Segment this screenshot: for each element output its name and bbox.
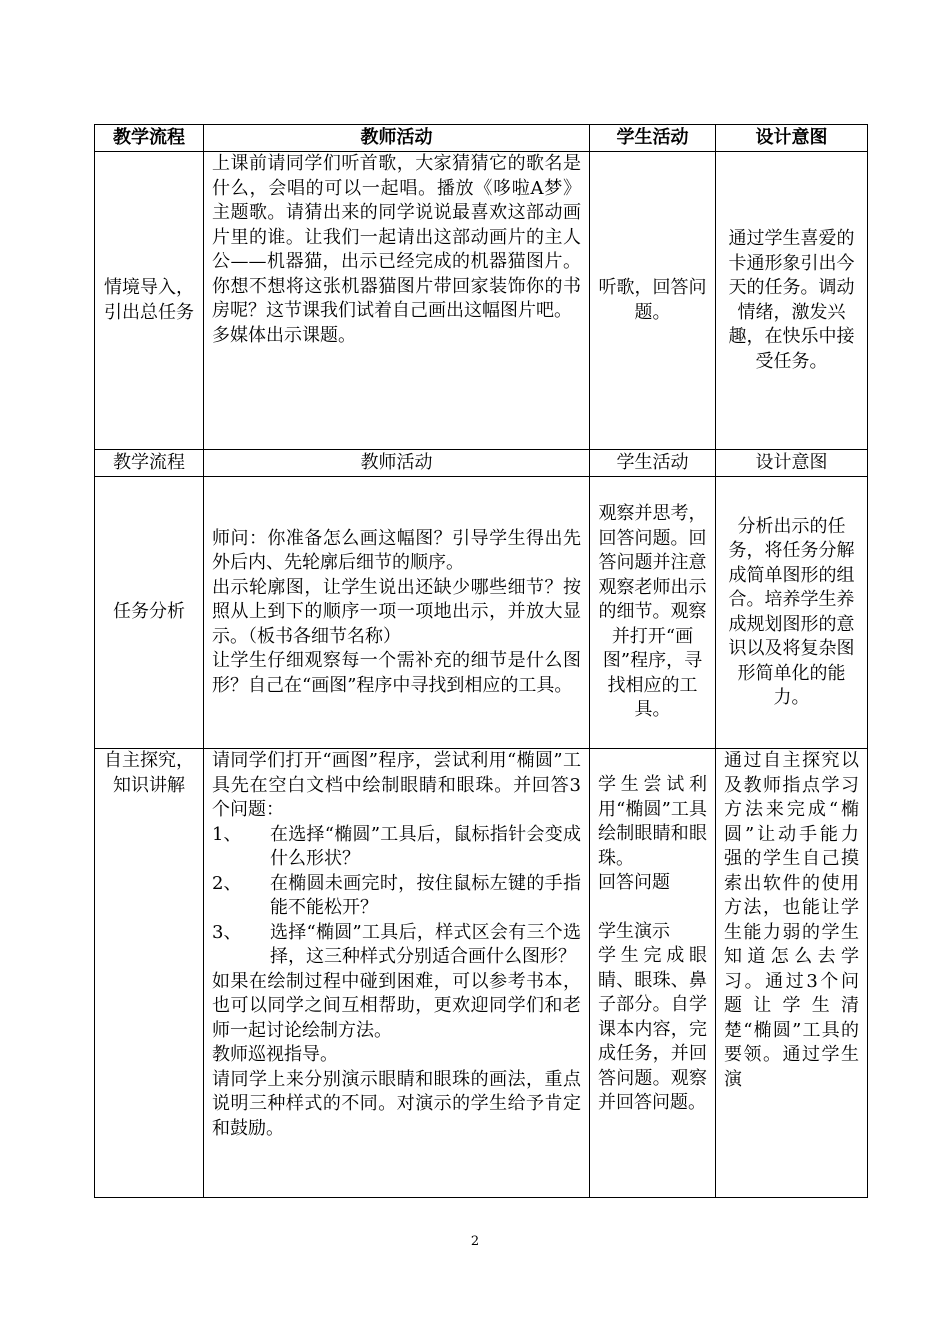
stage-cell: 情境导入，引出总任务 [95, 152, 204, 450]
stage-cell: 任务分析 [95, 477, 204, 749]
table-row [95, 152, 868, 450]
list-text: 在椭圆未画完时，按住鼠标左键的手指能不能松开？ [270, 872, 581, 918]
paragraph: 学生完成眼睛、眼珠、鼻子部分。自学课本内容，完成任务，并回答问题。观察并回答问题。 [598, 945, 707, 1113]
paragraph: 学生演示 [598, 920, 670, 942]
paragraph: 多媒体出示课题。 [212, 324, 356, 346]
header-design-intent: 设计意图 [716, 125, 868, 152]
paragraph: 出示轮廓图，让学生说出还缺少哪些细节？按照从上到下的顺序一项一项地出示，并放大显示。（板书各细节名称） [212, 576, 581, 647]
list-item [212, 872, 581, 921]
page-number: 2 [470, 1234, 480, 1249]
list-item [212, 921, 581, 970]
design-intent-cell: 通过自主探究以及教师指点学习方法来完成“椭圆”让动手能力强的学生自己摸索出软件的使用方法，也能让学生能力弱的学生知道怎么去学习。通过3个问题让学生清楚“椭圆”工具的要领。通过学生演 [716, 749, 868, 1198]
table-header-row [95, 125, 868, 152]
list-item [212, 823, 581, 872]
header-teacher-activity: 教师活动 [204, 450, 590, 477]
teacher-activity-cell [204, 749, 590, 1198]
paragraph: 让学生仔细观察每一个需补充的细节是什么图形？自己在“画图”程序中寻找到相应的工具。 [212, 650, 581, 696]
student-activity-cell [590, 749, 716, 1198]
list-text: 在选择“椭圆”工具后，鼠标指针会变成什么形状？ [270, 823, 581, 869]
header-flow: 教学流程 [95, 450, 204, 477]
table-row [95, 749, 868, 1198]
design-intent-cell: 通过学生喜爱的卡通形象引出今天的任务。调动情绪，激发兴趣，在快乐中接受任务。 [716, 152, 868, 450]
lesson-plan-table [94, 124, 868, 1198]
design-intent-cell: 分析出示的任务，将任务分解成简单图形的组合。培养学生养成规划图形的意识以及将复杂图形简单化的能力。 [716, 477, 868, 749]
table-header-row [95, 450, 868, 477]
stage-cell: 自主探究，知识讲解 [95, 749, 204, 1198]
paragraph: 师问：你准备怎么画这幅图？引导学生得出先外后内、先轮廓后细节的顺序。 [212, 527, 581, 574]
header-design-intent: 设计意图 [716, 450, 868, 477]
paragraph: 请同学上来分别演示眼睛和眼珠的画法，重点说明三种样式的不同。对演示的学生给予肯定和鼓励。 [212, 1068, 581, 1139]
table-row [95, 477, 868, 749]
paragraph: 如果在绘制过程中碰到困难，可以参考书本，也可以同学之间互相帮助，更欢迎同学们和老师一起讨论绘制方法。 [212, 970, 581, 1041]
header-flow: 教学流程 [95, 125, 204, 152]
header-teacher-activity: 教师活动 [204, 125, 590, 152]
paragraph: 回答问题 [598, 872, 670, 893]
list-text: 选择“椭圆”工具后，样式区会有三个选择，这三种样式分别适合画什么图形？ [270, 921, 581, 967]
list-number: 2、 [212, 872, 242, 894]
blank-line [598, 896, 707, 920]
student-activity-cell: 观察并思考，回答问题。回答问题并注意观察老师出示的细节。观察并打开“画图”程序，寻找相应的工具。 [590, 477, 716, 749]
teacher-activity-cell [204, 477, 590, 749]
paragraph: 教师巡视指导。 [212, 1044, 338, 1065]
paragraph: 请同学们打开“画图”程序，尝试利用“椭圆”工具先在空白文档中绘制眼睛和眼珠。并回答3个问题： [212, 750, 581, 820]
header-student-activity: 学生活动 [590, 450, 716, 477]
header-student-activity: 学生活动 [590, 125, 716, 152]
paragraph: 学生尝试利用“椭圆”工具绘制眼睛和眼珠。 [598, 774, 707, 869]
list-number: 1、 [212, 823, 242, 845]
student-activity-cell: 听歌，回答问题。 [590, 152, 716, 450]
teacher-activity-cell [204, 152, 590, 450]
paragraph: 上课前请同学们听首歌，大家猜猜它的歌名是什么，会唱的可以一起唱。播放《哆啦A梦》主题歌。请猜出来的同学说说最喜欢这部动画片里的谁。让我们一起请出这部动画片的主人公——机器猫，出示已经完成的机器猫图片。你想不想将这张机器猫图片带回家装饰你的书房呢？这节课我们试着自己画出这幅图片吧。 [212, 153, 581, 321]
list-number: 3、 [212, 921, 242, 943]
